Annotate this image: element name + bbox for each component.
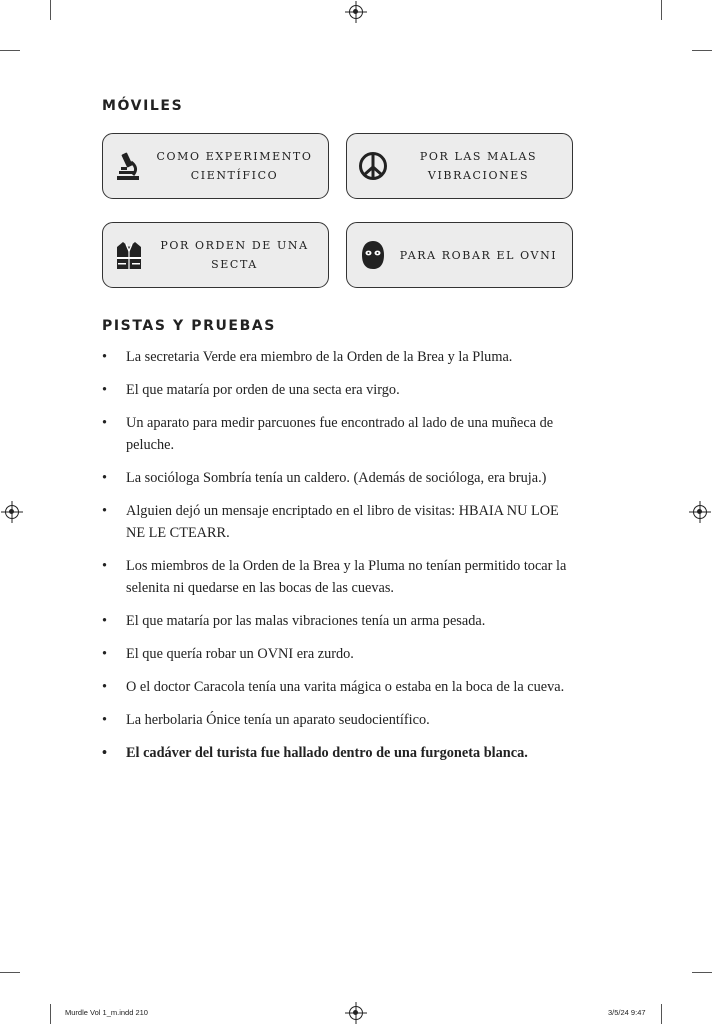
list-item (102, 379, 580, 401)
list-item (102, 467, 580, 489)
bullet: • (102, 613, 108, 629)
robe-icon (113, 239, 145, 271)
motive-card-bad-vibes (346, 133, 573, 199)
bullet: • (102, 558, 108, 574)
crop-mark (0, 972, 20, 973)
clue-text: El cadáver del turista fue hallado dentro de una furgoneta blanca. (126, 745, 528, 761)
list-item (102, 742, 580, 764)
clue-text: El que quería robar un OVNI era zurdo. (126, 646, 354, 662)
clue-text: Un aparato para medir parcuones fue encontrado al lado de una muñeca de peluche. (126, 415, 554, 453)
balaclava-icon (357, 239, 389, 271)
list-item (102, 500, 580, 544)
registration-mark-icon (349, 1006, 363, 1020)
registration-mark-icon (693, 505, 707, 519)
peace-sign-icon (357, 150, 389, 182)
registration-mark-icon (349, 5, 363, 19)
crop-mark (692, 972, 712, 973)
list-item (102, 555, 580, 599)
motive-card-scientific (102, 133, 329, 199)
bullet: • (102, 712, 108, 728)
bullet: • (102, 415, 108, 431)
motive-card-ufo (346, 222, 573, 288)
bullet: • (102, 382, 108, 398)
clues-list (102, 346, 580, 775)
bullet: • (102, 679, 108, 695)
crop-mark (661, 0, 662, 20)
crop-mark (50, 1004, 51, 1024)
list-item (102, 676, 580, 698)
bullet: • (102, 470, 108, 486)
clue-text: La secretaria Verde era miembro de la Orden de la Brea y la Pluma. (126, 349, 513, 365)
motive-label: POR LAS MALAS VIBRACIONES (419, 150, 538, 182)
clue-text: Los miembros de la Orden de la Brea y la Pluma no tenían permitido tocar la selenita ni quedarse en las bocas de las cuevas. (126, 558, 567, 596)
clues-heading: PISTAS Y PRUEBAS (102, 318, 276, 334)
registration-mark-icon (5, 505, 19, 519)
clue-text: La herbolaria Ónice tenía un aparato seudocientífico. (126, 712, 430, 728)
clue-text: O el doctor Caracola tenía una varita mágica o estaba en la boca de la cueva. (126, 679, 565, 695)
list-item (102, 610, 580, 632)
motive-label: COMO EXPERIMENTO CIENTÍFICO (156, 150, 313, 182)
motive-card-cult (102, 222, 329, 288)
bullet: • (102, 646, 108, 662)
clue-text: El que mataría por orden de una secta era virgo. (126, 382, 400, 398)
bullet: • (102, 349, 108, 365)
clue-text: El que mataría por las malas vibraciones tenía un arma pesada. (126, 613, 486, 629)
motives-heading: MÓVILES (102, 98, 184, 114)
crop-mark (0, 50, 20, 51)
footer-file-name: Murdle Vol 1_m.indd 210 (65, 1008, 148, 1017)
list-item (102, 346, 580, 368)
crop-mark (50, 0, 51, 20)
bullet: • (102, 503, 108, 519)
footer-timestamp: 3/5/24 9:47 (608, 1008, 646, 1017)
list-item (102, 412, 580, 456)
motive-label: POR ORDEN DE UNA SECTA (160, 239, 309, 271)
motive-label: PARA ROBAR EL OVNI (399, 248, 558, 262)
crop-mark (661, 1004, 662, 1024)
list-item (102, 709, 580, 731)
clue-text: La socióloga Sombría tenía un caldero. (Además de socióloga, era bruja.) (126, 470, 547, 486)
clue-text: Alguien dejó un mensaje encriptado en el libro de visitas: HBAIA NU LOE NE LE CTEARR. (126, 503, 559, 541)
crop-mark (692, 50, 712, 51)
bullet: • (102, 745, 108, 761)
list-item (102, 643, 580, 665)
microscope-icon (113, 150, 145, 182)
